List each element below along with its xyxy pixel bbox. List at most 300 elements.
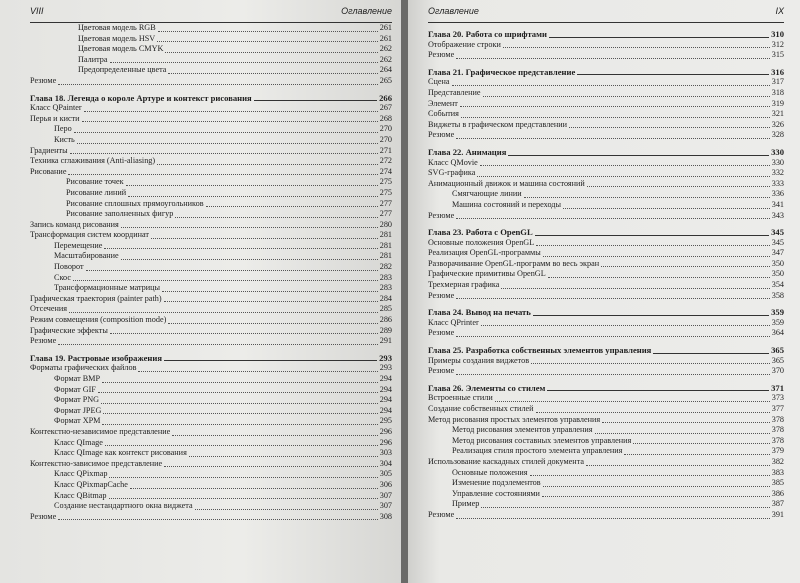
toc-entry <box>30 34 392 45</box>
toc-entry <box>428 248 784 259</box>
toc-entry-page: 370 <box>771 366 784 376</box>
dot-leader <box>456 518 769 519</box>
toc-entry-title: Метод рисования элементов управления <box>452 425 593 435</box>
toc-entry-page: 264 <box>379 65 392 75</box>
page-number: IX <box>775 6 784 16</box>
toc-entry-page: 310 <box>771 29 784 39</box>
toc-entry-title: Перья и кисти <box>30 113 80 123</box>
toc-entry-page: 268 <box>379 113 392 123</box>
dot-leader <box>58 84 377 85</box>
toc-entry-page: 350 <box>771 258 784 268</box>
toc-entry <box>428 168 784 179</box>
dot-leader <box>483 96 770 97</box>
toc-entry-title: Резюме <box>428 210 455 220</box>
toc-entry <box>30 55 392 66</box>
toc-entry-title: Виджеты в графическом представлении <box>428 119 568 129</box>
toc-entry <box>428 259 784 270</box>
toc-entry-page: 289 <box>379 325 392 335</box>
toc-entry <box>428 280 784 291</box>
dot-leader <box>481 325 770 326</box>
dot-leader <box>74 132 378 133</box>
dot-leader <box>77 143 378 144</box>
running-title: Оглавление <box>428 6 479 16</box>
toc-entry-page: 293 <box>379 363 392 373</box>
toc-entry <box>30 103 392 114</box>
dot-leader <box>601 266 770 267</box>
toc-entry-page: 359 <box>771 317 784 327</box>
toc-entry-page: 332 <box>771 168 784 178</box>
toc-entry-page: 377 <box>771 404 784 413</box>
dot-leader <box>456 298 769 299</box>
toc-entry-page: 307 <box>379 501 392 511</box>
toc-entry-page: 364 <box>771 328 784 338</box>
toc-entry-page: 272 <box>379 156 392 166</box>
toc-entry-title: Глава 20. Работа со шрифтами <box>428 29 547 39</box>
toc-entry-page: 373 <box>771 393 784 403</box>
toc-entry <box>428 291 784 302</box>
toc-entry-title: Предопределенные цвета <box>78 65 167 75</box>
toc-entry-title: Смягчающие линии <box>452 189 522 199</box>
toc-entry-page: 350 <box>771 269 784 279</box>
dot-leader <box>151 238 378 239</box>
toc-entry <box>428 77 784 88</box>
dot-leader <box>480 165 770 166</box>
toc-entry-title: События <box>428 109 459 119</box>
toc-entry-page: 271 <box>379 145 392 155</box>
toc-entry-title: Рисование линий <box>66 187 127 197</box>
toc-entry <box>30 363 392 374</box>
dot-leader <box>104 248 377 249</box>
dot-leader <box>461 117 770 118</box>
dot-leader <box>595 433 770 434</box>
toc-entry-page: 345 <box>771 227 784 238</box>
toc-entry-title: Цветовая модель RGB <box>78 23 156 32</box>
toc-entry-page: 333 <box>771 178 784 188</box>
dot-leader <box>543 256 770 257</box>
toc-entry-title: Поворот <box>54 262 84 272</box>
toc-entry-title: Формат BMP <box>54 374 100 383</box>
toc-entry-page: 295 <box>379 416 392 426</box>
toc-entry <box>30 188 392 199</box>
toc-entry-title: Скос <box>54 272 71 282</box>
running-title: Оглавление <box>341 6 392 16</box>
toc-entry-title: Перемещение <box>54 240 103 250</box>
toc-entry <box>30 438 392 449</box>
dot-leader <box>164 466 378 467</box>
toc-entry-page: 382 <box>771 456 784 466</box>
toc-entry-title: Трансформационные матрицы <box>54 283 161 293</box>
toc-entry-page: 387 <box>771 499 784 509</box>
dot-leader <box>109 498 378 499</box>
toc-entry <box>30 315 392 326</box>
dot-leader <box>138 371 377 372</box>
dot-leader <box>477 176 769 177</box>
toc-entry-title: Управление состояниями <box>452 488 540 498</box>
toc-entry <box>428 189 784 200</box>
toc-entry <box>30 114 392 125</box>
toc-entry-page: 266 <box>379 92 392 103</box>
toc-entry-title: Основные положения <box>452 467 528 477</box>
toc-entry <box>428 404 784 415</box>
toc-entry <box>428 499 784 510</box>
toc-entry-page: 328 <box>771 130 784 140</box>
toc-entry-title: Контекстно-независимое представление <box>30 426 171 436</box>
dot-leader <box>543 486 770 487</box>
dot-leader <box>653 353 769 354</box>
toc-entry-page: 291 <box>379 336 392 346</box>
toc-entry-title: Палитра <box>78 54 108 64</box>
toc-entry-title: Формат GIF <box>54 384 96 394</box>
toc-entry-title: Формат JPEG <box>54 405 102 415</box>
toc-entry-title: Машина состояний и переходы <box>452 199 561 209</box>
toc-entry <box>428 457 784 468</box>
toc-entry-page: 294 <box>379 384 392 394</box>
dot-leader <box>542 496 770 497</box>
dot-leader <box>86 270 378 271</box>
toc-entry <box>428 158 784 169</box>
dot-leader <box>456 138 769 139</box>
toc-entry-page: 296 <box>379 437 392 447</box>
dot-leader <box>530 475 770 476</box>
dot-leader <box>126 185 378 186</box>
toc-entry-page: 336 <box>771 189 784 199</box>
toc-entry-page: 358 <box>771 290 784 300</box>
dot-leader <box>158 31 378 32</box>
toc-entry-title: Класс QPrinter <box>428 317 479 327</box>
toc-entry-page: 317 <box>771 77 784 87</box>
toc-chapter-entry <box>428 307 784 318</box>
dot-leader <box>168 73 377 74</box>
dot-leader <box>549 37 769 38</box>
toc-chapter-entry <box>428 345 784 356</box>
toc-entry <box>30 336 392 347</box>
toc-entry <box>30 135 392 146</box>
toc-entry <box>30 283 392 294</box>
toc-entry-page: 280 <box>379 219 392 229</box>
toc-entry-title: Глава 26. Элементы со стилем <box>428 382 546 393</box>
toc-entry <box>30 294 392 305</box>
toc-entry-title: Создание нестандартного окна виджета <box>54 501 193 511</box>
toc-entry-page: 345 <box>771 237 784 247</box>
toc-entry <box>428 109 784 120</box>
toc-entry <box>30 44 392 55</box>
toc-entry <box>30 177 392 188</box>
dot-leader <box>563 208 770 209</box>
toc-entry-page: 282 <box>379 262 392 272</box>
toc-entry-title: Рисование сплошных прямоугольников <box>66 198 204 208</box>
toc-entry <box>428 50 784 61</box>
dot-leader <box>172 435 378 436</box>
toc-entry-title: Резюме <box>30 75 57 85</box>
toc-entry-page: 378 <box>771 425 784 435</box>
table-of-contents-left <box>30 23 392 522</box>
toc-entry-page: 359 <box>771 307 784 318</box>
toc-entry-page: 267 <box>379 103 392 113</box>
dot-leader <box>164 301 378 302</box>
toc-entry-title: Метод рисования составных элементов управления <box>452 435 632 445</box>
toc-entry-page: 261 <box>379 23 392 32</box>
toc-entry-title: Анимационный движок и машина состояний <box>428 178 585 188</box>
dot-leader <box>586 465 770 466</box>
dot-leader <box>587 186 770 187</box>
toc-entry-title: Трансформация систем координат <box>30 230 149 240</box>
toc-entry-page: 281 <box>379 230 392 240</box>
dot-leader <box>524 197 770 198</box>
toc-entry-title: Графические эффекты <box>30 325 108 335</box>
toc-entry <box>30 406 392 417</box>
dot-leader <box>101 403 378 404</box>
toc-entry-page: 284 <box>379 293 392 303</box>
dot-leader <box>105 445 378 446</box>
toc-entry-title: Элемент <box>428 98 458 108</box>
toc-chapter-entry <box>428 67 784 78</box>
toc-entry <box>30 501 392 512</box>
toc-entry-page: 283 <box>379 283 392 293</box>
right-page <box>408 0 800 583</box>
toc-entry <box>428 269 784 280</box>
toc-entry <box>30 395 392 406</box>
dot-leader <box>503 47 770 48</box>
toc-entry-title: Примеры создания виджетов <box>428 355 530 365</box>
toc-entry-title: Глава 21. Графическое представление <box>428 66 576 77</box>
toc-entry-page: 316 <box>771 66 784 77</box>
toc-entry <box>30 230 392 241</box>
dot-leader <box>109 477 377 478</box>
toc-entry-title: Форматы графических файлов <box>30 363 137 373</box>
toc-entry-title: Резюме <box>30 336 57 346</box>
toc-entry-title: Резюме <box>428 130 455 140</box>
toc-entry-page: 341 <box>771 199 784 209</box>
dot-leader <box>130 488 378 489</box>
toc-entry <box>428 436 784 447</box>
dot-leader <box>456 336 769 337</box>
toc-entry <box>30 251 392 262</box>
toc-entry-title: Глава 18. Легенда о короле Артуре и контекст рисования <box>30 92 252 103</box>
toc-entry-page: 386 <box>771 488 784 498</box>
dot-leader <box>73 280 378 281</box>
toc-entry-page: 281 <box>379 251 392 261</box>
dot-leader <box>121 259 378 260</box>
dot-leader <box>254 100 377 101</box>
toc-entry-title: Трехмерная графика <box>428 280 500 290</box>
toc-entry-title: Рисование заполненных фигур <box>66 209 174 219</box>
toc-entry <box>428 130 784 141</box>
toc-entry <box>428 393 784 404</box>
dot-leader <box>456 218 769 219</box>
toc-entry-title: Глава 23. Работа с OpenGL <box>428 227 533 238</box>
toc-entry-title: Рисование <box>30 166 67 176</box>
toc-entry-title: Класс QPixmap <box>54 469 108 479</box>
toc-entry-title: Запись команд рисования <box>30 219 119 229</box>
dot-leader <box>84 111 378 112</box>
toc-entry-page: 294 <box>379 374 392 383</box>
dot-leader <box>460 106 770 107</box>
dot-leader <box>501 288 769 289</box>
dot-leader <box>624 454 769 455</box>
toc-entry-title: Класс QPixmapCache <box>54 479 128 489</box>
dot-leader <box>110 333 378 334</box>
toc-chapter-entry <box>428 147 784 158</box>
dot-leader <box>536 245 770 246</box>
toc-entry-page: 326 <box>771 119 784 129</box>
toc-entry-title: Глава 25. Разработка собственных элементов управления <box>428 345 652 356</box>
toc-entry-title: Графические примитивы OpenGL <box>428 269 546 279</box>
toc-entry-title: Цветовая модель CMYK <box>78 44 164 54</box>
dot-leader <box>58 344 377 345</box>
toc-entry-page: 265 <box>379 75 392 85</box>
toc-entry-page: 305 <box>379 469 392 479</box>
toc-entry-title: Основные положения OpenGL <box>428 237 535 247</box>
toc-entry-title: Создание собственных стилей <box>428 404 534 413</box>
toc-entry-title: Глава 19. Растровые изображения <box>30 352 162 363</box>
toc-entry-page: 383 <box>771 467 784 477</box>
toc-entry-title: Класс QPainter <box>30 103 82 113</box>
toc-entry <box>428 356 784 367</box>
toc-entry-title: Отсечения <box>30 304 68 314</box>
toc-entry-title: Формат PNG <box>54 395 100 405</box>
dot-leader <box>164 360 377 361</box>
toc-entry-page: 262 <box>379 44 392 54</box>
dot-leader <box>535 235 769 236</box>
toc-entry <box>30 199 392 210</box>
toc-entry-page: 277 <box>379 198 392 208</box>
toc-entry-page: 304 <box>379 458 392 468</box>
toc-entry-title: Масштабирование <box>54 251 119 261</box>
toc-entry-title: Класс QImage <box>54 437 103 447</box>
dot-leader <box>110 62 378 63</box>
toc-entry <box>428 99 784 110</box>
toc-entry-page: 378 <box>771 435 784 445</box>
dot-leader <box>189 456 378 457</box>
toc-entry <box>428 328 784 339</box>
toc-entry-title: Режим совмещения (composition mode) <box>30 315 167 325</box>
toc-entry-title: Рисование точек <box>66 177 124 187</box>
toc-entry-title: Изменение подэлементов <box>452 478 541 488</box>
toc-entry <box>428 318 784 329</box>
toc-entry <box>428 478 784 489</box>
toc-entry-title: Контекстно-зависимое представление <box>30 458 163 468</box>
toc-entry <box>428 88 784 99</box>
toc-entry-title: Представление <box>428 87 481 97</box>
toc-entry <box>30 156 392 167</box>
dot-leader <box>577 74 769 75</box>
toc-entry-page: 306 <box>379 479 392 489</box>
toc-entry-page: 261 <box>379 33 392 43</box>
toc-entry <box>30 374 392 385</box>
dot-leader <box>602 422 770 423</box>
toc-entry-page: 270 <box>379 124 392 134</box>
toc-entry-page: 330 <box>771 146 784 157</box>
toc-entry-page: 296 <box>379 426 392 436</box>
dot-leader <box>533 315 769 316</box>
toc-entry-title: Использование каскадных стилей документа <box>428 456 585 466</box>
toc-entry-title: Пример <box>452 499 480 509</box>
toc-entry-page: 270 <box>379 134 392 144</box>
toc-entry-page: 308 <box>379 511 392 521</box>
toc-entry-title: Формат XPM <box>54 416 101 426</box>
toc-entry-page: 385 <box>771 478 784 488</box>
toc-entry-page: 294 <box>379 395 392 405</box>
toc-entry-page: 347 <box>771 248 784 258</box>
dot-leader <box>102 382 378 383</box>
dot-leader <box>98 392 378 393</box>
toc-entry-title: Класс QBitmap <box>54 490 107 500</box>
toc-entry-title: Градиенты <box>30 145 68 155</box>
toc-entry <box>30 262 392 273</box>
dot-leader <box>195 509 378 510</box>
dot-leader <box>128 196 378 197</box>
toc-entry <box>428 238 784 249</box>
dot-leader <box>157 164 378 165</box>
toc-entry-page: 294 <box>379 405 392 415</box>
toc-entry-page: 354 <box>771 280 784 290</box>
toc-entry-title: Отображение строки <box>428 39 501 49</box>
toc-entry-page: 321 <box>771 109 784 119</box>
toc-entry-page: 365 <box>771 355 784 365</box>
toc-entry <box>30 326 392 337</box>
toc-entry-page: 379 <box>771 446 784 456</box>
toc-entry-title: SVG-графика <box>428 168 476 178</box>
toc-entry-page: 343 <box>771 210 784 220</box>
toc-entry <box>30 385 392 396</box>
dot-leader <box>633 443 769 444</box>
toc-entry <box>428 415 784 426</box>
toc-entry <box>30 480 392 491</box>
toc-entry-page: 286 <box>379 315 392 325</box>
toc-entry <box>30 416 392 427</box>
toc-entry-page: 371 <box>771 382 784 393</box>
toc-entry <box>428 179 784 190</box>
toc-entry-title: Класс QImage как контекст рисования <box>54 448 187 458</box>
toc-entry <box>30 448 392 459</box>
toc-entry-title: Метод рисования простых элементов управления <box>428 414 601 424</box>
toc-chapter-entry <box>30 93 392 104</box>
dot-leader <box>508 155 769 156</box>
toc-entry-title: Резюме <box>428 290 455 300</box>
toc-entry <box>30 220 392 231</box>
toc-entry-title: Разворачивание OpenGL-программ во весь экран <box>428 258 600 268</box>
dot-leader <box>175 217 377 218</box>
toc-entry <box>30 146 392 157</box>
dot-leader <box>102 424 377 425</box>
right-running-head <box>428 2 784 23</box>
toc-entry <box>428 40 784 51</box>
toc-entry-title: Цветовая модель HSV <box>78 33 156 43</box>
toc-entry-page: 275 <box>379 187 392 197</box>
toc-entry-title: Глава 22. Анимация <box>428 146 507 157</box>
toc-entry <box>30 304 392 315</box>
toc-entry <box>428 211 784 222</box>
dot-leader <box>456 374 769 375</box>
toc-entry <box>428 200 784 211</box>
toc-entry-title: Техника сглаживания (Anti-aliasing) <box>30 156 156 166</box>
toc-entry-page: 378 <box>771 414 784 424</box>
toc-entry-title: Встроенные стили <box>428 393 493 403</box>
toc-entry <box>428 446 784 457</box>
toc-chapter-entry <box>428 227 784 238</box>
toc-entry <box>30 427 392 438</box>
toc-entry <box>30 65 392 76</box>
toc-entry-page: 281 <box>379 240 392 250</box>
dot-leader <box>456 58 769 59</box>
toc-entry-page: 318 <box>771 87 784 97</box>
toc-entry-title: Резюме <box>428 366 455 376</box>
dot-leader <box>69 312 378 313</box>
toc-entry <box>30 209 392 220</box>
toc-entry-title: Класс QMovie <box>428 157 478 167</box>
dot-leader <box>68 174 377 175</box>
left-running-head <box>30 2 392 23</box>
